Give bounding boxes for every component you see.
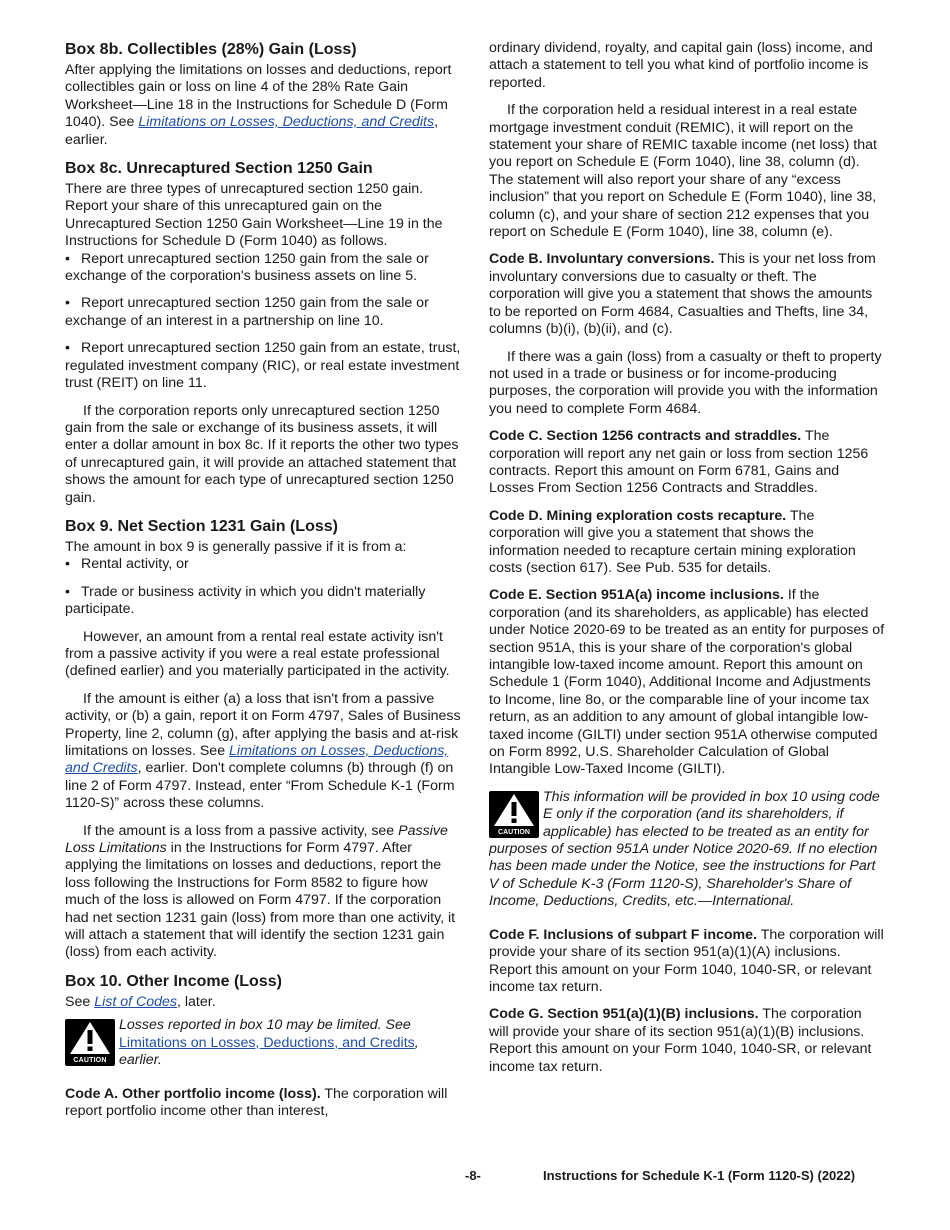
left-column <box>65 40 462 1130</box>
box8c-paragraph-2: If the corporation reports only unrecaptured section 1250 gain from the sale or exchange of its business assets, it will enter a dollar amount in box 8c. If it reports the other two types of unrecaptured gain, it will provide an attached statement that shows the amount for each type of unrecaptured section 1250 gain. <box>65 402 459 506</box>
limitations-link[interactable]: Limitations on Losses, Deductions, and Credits <box>138 114 435 131</box>
list-item: • Trade or business activity in which you didn't materially participate. <box>65 583 426 618</box>
list-item: • Rental activity, or <box>65 556 189 573</box>
page-number: -8- <box>465 1168 481 1183</box>
caution-label: CAUTION <box>498 828 530 836</box>
remic-paragraph: If the corporation held a residual interest in a real estate mortgage investment conduit (REMIC), it will report on the statement your share of REMIC taxable income (net loss) that you report on Schedule E (Form 1040), line 38, column (d). The statement will also report your share of any “excess inclusion” that you report on Schedule E (Form 1040), line 38, column (c), and your share of section 212 expenses that you report on Schedule E (Form 1040), line 38, column (e). <box>489 102 877 241</box>
bullet-icon: • <box>65 250 70 267</box>
code-d-paragraph: Code D. Mining exploration costs recapture. The corporation will give you a statement that shows the information needed to recapture certain mining exploration costs (section 617). See Pub. 535 for details. <box>489 507 856 576</box>
code-d-heading: Code D. Mining exploration costs recapture. <box>489 507 787 524</box>
caution-icon <box>489 791 539 838</box>
caution-label: CAUTION <box>73 1057 107 1065</box>
code-e-heading: Code E. Section 951A(a) income inclusions. <box>489 587 784 604</box>
code-a-paragraph: Code A. Other portfolio income (loss). The corporation will report portfolio income other than interest, <box>65 1085 448 1119</box>
code-b-heading: Code B. Involuntary conversions. <box>489 251 715 268</box>
list-item: • Report unrecaptured section 1250 gain from the sale or exchange of the corporation's business assets on line 5. <box>65 250 429 285</box>
box9-heading: Box 9. Net Section 1231 Gain (Loss) <box>65 517 338 535</box>
code-a-heading: Code A. Other portfolio income (loss). <box>65 1085 321 1102</box>
box9-paragraph-4: If the amount is a loss from a passive activity, see Passive Loss Limitations in the Instructions for Form 4797. After applying the limitations on losses and deductions, report the loss following the Instructions for Form 8582 to figure how much of the loss is allowed on Form 4797. If the corporation had net section 1231 gain (loss) from more than one activity, it will attach a statement that will identify the section 1231 gain (loss) from each activity. <box>65 822 456 961</box>
box9-paragraph-3: If the amount is either (a) a loss that isn't from a passive activity, or (b) a gain, report it on Form 4797, Sales of Business Property, line 2, column (g), after applying the basis and at-risk limitations on losses. See Limitations on Losses, Deductions, and Credits, earlier. Don't complete columns (b) through (f) on line 2 of Form 4797. Instead, enter “From Schedule K-1 (Form 1120-S)” across these columns. <box>65 690 461 812</box>
box9-paragraph-2: However, an amount from a rental real estate activity isn't from a passive activity if you were a real estate professional (defined earlier) and you materially participated in the activity. <box>65 628 450 680</box>
code-g-paragraph: Code G. Section 951(a)(1)(B) inclusions. The corporation will provide your share of its section 951(a)(1)(B) inclusions. Report this amount on your Form 1040, 1040-SR, or relevant income tax return. <box>489 1006 872 1075</box>
limitations-link[interactable]: Limitations on Losses, Deductions, and Credits <box>119 1034 415 1051</box>
code-g-heading: Code G. Section 951(a)(1)(B) inclusions. <box>489 1006 759 1023</box>
caution-icon <box>65 1019 115 1066</box>
bullet-icon: • <box>65 583 70 600</box>
box8b-paragraph: After applying the limitations on losses and deductions, report collectibles gain or loss on line 4 of the 28% Rate Gain Worksheet—Line 18 in the Instructions for Schedule D (Form 1040). See Limitations on Losses, Deductions, and Credits, earlier. <box>65 62 452 148</box>
caution-text: This information will be provided in box 10 using code E only if the corporation (and its shareholders, if applicable) has elected to be treated as an entity for purposes of section 951A under Notice 2020-69. If no election has been made under the Notice, see the instructions for Part V of Schedule K-3 (Form 1120-S), Shareholder's Share of Income, Deductions, Credits, etc.—International. <box>489 788 880 910</box>
caution-note <box>489 789 885 911</box>
box8b-heading: Box 8b. Collectibles (28%) Gain (Loss) <box>65 41 357 58</box>
bullet-icon: • <box>65 556 70 573</box>
code-c-heading: Code C. Section 1256 contracts and straddles. <box>489 428 802 445</box>
bullet-icon: • <box>65 340 70 357</box>
code-f-paragraph: Code F. Inclusions of subpart F income. The corporation will provide your share of its section 951(a)(1)(A) inclusions. Report this amount on your Form 1040, 1040-SR, or relevant income tax return. <box>489 926 884 995</box>
box8c-paragraph: There are three types of unrecaptured section 1250 gain. Report your share of this unrecaptured gain on the Unrecaptured Section 1250 Gain Worksheet—Line 19 in the Instructions for Schedule D (Form 1040) as follows. <box>65 181 443 250</box>
code-c-paragraph: Code C. Section 1256 contracts and straddles. The corporation will report any net gain or loss from section 1256 contracts. Report this amount on Form 6781, Gains and Losses From Section 1256 Contracts and Straddles. <box>489 428 869 497</box>
code-f-heading: Code F. Inclusions of subpart F income. <box>489 926 758 943</box>
list-of-codes-link[interactable]: List of Codes <box>94 993 177 1010</box>
bullet-icon: • <box>65 295 70 312</box>
list-item: • Report unrecaptured section 1250 gain from the sale or exchange of an interest in a partnership on line 10. <box>65 295 429 329</box>
box9-paragraph: The amount in box 9 is generally passive if it is from a: <box>65 538 407 555</box>
box10-see: See List of Codes, later. <box>65 993 216 1010</box>
list-item: • Report unrecaptured section 1250 gain from an estate, trust, regulated investment company (RIC), or real estate investment trust (REIT) on line 11. <box>65 340 461 392</box>
code-b-paragraph-2: If there was a gain (loss) from a casualty or theft to property not used in a trade or business or for income-producing purposes, the corporation will provide you with the information you need to complete Form 4684. <box>489 348 882 417</box>
code-b-paragraph: Code B. Involuntary conversions. This is your net loss from involuntary conversions due to casualty or theft. The corporation will give you a statement that shows the amounts to be reported on Form 4684, Casualties and Thefts, line 34, columns (b)(i), (b)(ii), and (c). <box>489 251 876 338</box>
caution-text: Losses reported in box 10 may be limited. See Limitations on Losses, Deductions, and Credits, earlier. <box>119 1017 419 1069</box>
caution-note <box>65 1017 462 1069</box>
document-title: Instructions for Schedule K-1 (Form 1120-S) (2022) <box>543 1168 856 1183</box>
box8c-heading: Box 8c. Unrecaptured Section 1250 Gain <box>65 160 373 178</box>
code-e-paragraph: Code E. Section 951A(a) income inclusions. If the corporation (and its shareholders, as applicable) has elected under Notice 2020-69 to be treated as an entity for purposes of section 951A, this is your share of the corporation's global intangible low-taxed income amount. Report this amount on Schedule 1 (Form 1040), Additional Income and Adjustments to Income, line 8o, or the comparable line of your income tax return, as an addition to any amount of global intangible low-taxed income (GILTI) under section 951A otherwise computed on Form 8992, U.S. Shareholder Calculation of Global Intangible Low-Taxed Income (GILTI). <box>489 587 885 778</box>
right-column <box>489 40 885 1086</box>
limitations-link[interactable]: Limitations on Losses, Deductions, and Credits <box>65 743 449 777</box>
code-a-continued: ordinary dividend, royalty, and capital gain (loss) income, and attach a statement to tell you what kind of portfolio income is reported. <box>489 40 873 91</box>
box10-heading: Box 10. Other Income (Loss) <box>65 972 282 990</box>
